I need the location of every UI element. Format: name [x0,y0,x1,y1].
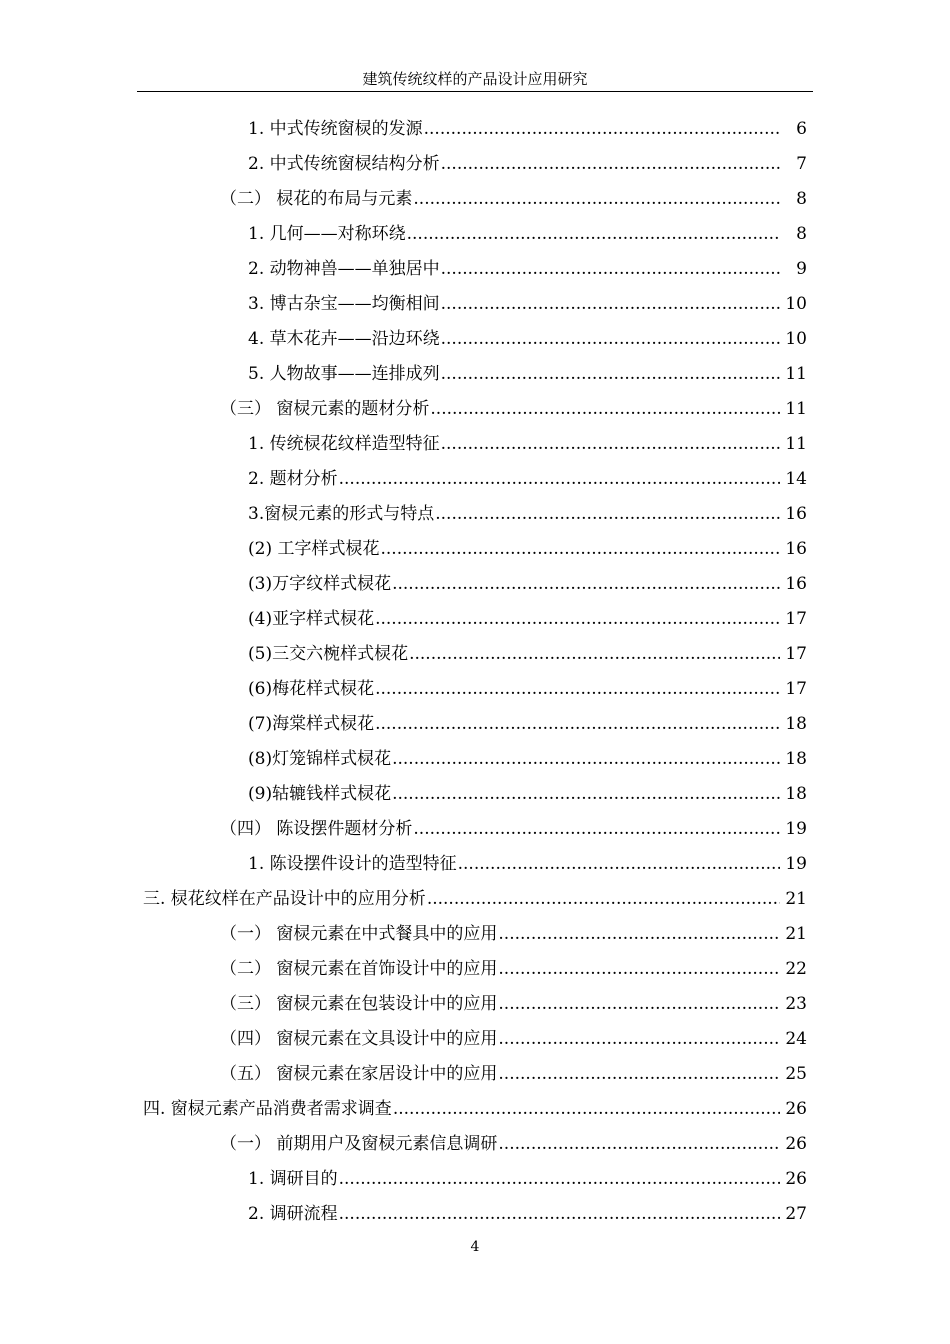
toc-dot-leader [339,468,780,490]
toc-entry[interactable] [0,111,950,146]
toc-entry[interactable] [0,531,950,566]
toc-entry[interactable] [0,601,950,636]
toc-entry-label: 三. 棂花纹样在产品设计中的应用分析 [143,888,426,909]
toc-dot-leader [339,1168,780,1190]
toc-entry-page: 16 [785,573,807,594]
page-number: 4 [470,1239,480,1255]
toc-entry-label: 2. 动物神兽——单独居中 [248,258,440,279]
toc-entry[interactable] [0,881,950,916]
toc-entry-page: 24 [785,1028,807,1049]
toc-dot-leader [375,608,780,630]
toc-dot-leader [409,643,780,665]
header-divider [137,91,813,92]
toc-entry[interactable] [0,461,950,496]
toc-entry-page: 8 [796,188,807,209]
toc-entry-label: (9)轱辘钱样式棂花 [248,783,392,804]
toc-entry[interactable] [0,1021,950,1056]
toc-entry-page: 17 [785,678,807,699]
toc-entry-label: （四） 窗棂元素在文具设计中的应用 [220,1028,498,1049]
toc-entry-page: 23 [785,993,807,1014]
toc-dot-leader [427,888,780,910]
toc-entry[interactable] [0,741,950,776]
toc-entry[interactable] [0,321,950,356]
toc-dot-leader [498,1028,780,1050]
toc-dot-leader [392,573,780,595]
toc-entry-label: (7)海棠样式棂花 [248,713,375,734]
toc-entry-label: 1. 几何——对称环绕 [248,223,406,244]
toc-entry-label: (5)三交六椀样式棂花 [248,643,409,664]
toc-entry-page: 26 [785,1168,807,1189]
toc-entry-label: (8)灯笼锦样式棂花 [248,748,392,769]
toc-entry-page: 17 [785,608,807,629]
toc-dot-leader [375,678,780,700]
toc-entry-page: 11 [785,433,807,454]
toc-entry[interactable] [0,846,950,881]
running-header-title: 建筑传统纹样的产品设计应用研究 [362,70,588,88]
toc-entry[interactable] [0,426,950,461]
toc-entry[interactable] [0,496,950,531]
toc-entry-label: 3. 博古杂宝——均衡相间 [248,293,440,314]
toc-entry[interactable] [0,951,950,986]
toc-dot-leader [375,713,780,735]
toc-dot-leader [441,363,780,385]
toc-entry[interactable] [0,811,950,846]
toc-entry-label: 4. 草木花卉——沿边环绕 [248,328,440,349]
toc-entry-label: 2. 中式传统窗棂结构分析 [248,153,440,174]
toc-dot-leader [380,538,780,560]
toc-dot-leader [498,1133,780,1155]
toc-entry[interactable] [0,356,950,391]
toc-entry[interactable] [0,636,950,671]
toc-dot-leader [498,1063,780,1085]
toc-entry-page: 19 [785,853,807,874]
toc-entry-page: 26 [785,1098,807,1119]
toc-entry-page: 17 [785,643,807,664]
toc-entry-page: 11 [785,398,807,419]
toc-entry-label: 1. 陈设摆件设计的造型特征 [248,853,457,874]
toc-entry-label: （一） 窗棂元素在中式餐具中的应用 [220,923,498,944]
toc-entry[interactable] [0,286,950,321]
toc-dot-leader [413,818,780,840]
toc-entry-page: 6 [796,118,807,139]
toc-dot-leader [407,223,780,245]
toc-entry-label: 四. 窗棂元素产品消费者需求调查 [143,1098,392,1119]
toc-entry-page: 16 [785,503,807,524]
toc-entry-page: 26 [785,1133,807,1154]
toc-entry[interactable] [0,216,950,251]
toc-entry[interactable] [0,1091,950,1126]
toc-dot-leader [435,503,780,525]
toc-entry[interactable] [0,251,950,286]
toc-entry-label: 1. 调研目的 [248,1168,338,1189]
toc-entry[interactable] [0,391,950,426]
toc-entry[interactable] [0,1056,950,1091]
toc-entry-label: （二） 棂花的布局与元素 [220,188,413,209]
toc-dot-leader [393,1098,780,1120]
toc-entry-page: 18 [785,783,807,804]
toc-entry-label: 2. 调研流程 [248,1203,338,1224]
toc-entry-label: （一） 前期用户及窗棂元素信息调研 [220,1133,498,1154]
toc-entry[interactable] [0,671,950,706]
toc-entry-label: (2) 工字样式棂花 [248,538,380,559]
toc-entry-page: 18 [785,748,807,769]
toc-entry-page: 14 [785,468,807,489]
toc-entry[interactable] [0,1126,950,1161]
toc-entry-page: 21 [785,923,807,944]
toc-dot-leader [441,328,780,350]
toc-entry[interactable] [0,986,950,1021]
toc-entry-page: 9 [796,258,807,279]
toc-entry-page: 11 [785,363,807,384]
toc-entry[interactable] [0,706,950,741]
toc-entry-label: (4)亚字样式棂花 [248,608,375,629]
toc-dot-leader [441,153,780,175]
toc-entry-label: 5. 人物故事——连排成列 [248,363,440,384]
toc-dot-leader [458,853,780,875]
toc-entry-label: （三） 窗棂元素的题材分析 [220,398,430,419]
toc-entry-page: 10 [785,328,807,349]
toc-entry-label: 1. 中式传统窗棂的发源 [248,118,423,139]
toc-entry[interactable] [0,916,950,951]
toc-entry-label: 1. 传统棂花纹样造型特征 [248,433,440,454]
toc-dot-leader [392,748,780,770]
toc-dot-leader [441,433,780,455]
toc-dot-leader [441,258,780,280]
toc-entry[interactable] [0,1161,950,1196]
toc-entry-page: 16 [785,538,807,559]
toc-entry-page: 8 [796,223,807,244]
toc-entry-label: （二） 窗棂元素在首饰设计中的应用 [220,958,498,979]
toc-dot-leader [498,923,780,945]
toc-dot-leader [413,188,780,210]
toc-entry-page: 22 [785,958,807,979]
toc-entry-label: （四） 陈设摆件题材分析 [220,818,413,839]
toc-entry-label: （五） 窗棂元素在家居设计中的应用 [220,1063,498,1084]
toc-dot-leader [441,293,780,315]
table-of-contents [0,111,950,1231]
toc-dot-leader [392,783,780,805]
toc-entry[interactable] [0,146,950,181]
toc-entry-page: 10 [785,293,807,314]
toc-entry-label: (3)万字纹样式棂花 [248,573,392,594]
toc-entry-page: 27 [785,1203,807,1224]
toc-dot-leader [339,1203,780,1225]
toc-dot-leader [424,118,780,140]
toc-entry-page: 25 [785,1063,807,1084]
toc-entry[interactable] [0,776,950,811]
toc-entry-page: 7 [796,153,807,174]
toc-entry[interactable] [0,181,950,216]
toc-entry-page: 21 [785,888,807,909]
toc-dot-leader [498,958,780,980]
toc-entry-label: （三） 窗棂元素在包装设计中的应用 [220,993,498,1014]
toc-entry-label: 2. 题材分析 [248,468,338,489]
toc-entry-page: 19 [785,818,807,839]
toc-entry-label: (6)梅花样式棂花 [248,678,375,699]
toc-dot-leader [430,398,780,420]
toc-entry-page: 18 [785,713,807,734]
toc-entry[interactable] [0,566,950,601]
toc-entry[interactable] [0,1196,950,1231]
toc-dot-leader [498,993,780,1015]
toc-entry-label: 3.窗棂元素的形式与特点 [248,503,435,524]
